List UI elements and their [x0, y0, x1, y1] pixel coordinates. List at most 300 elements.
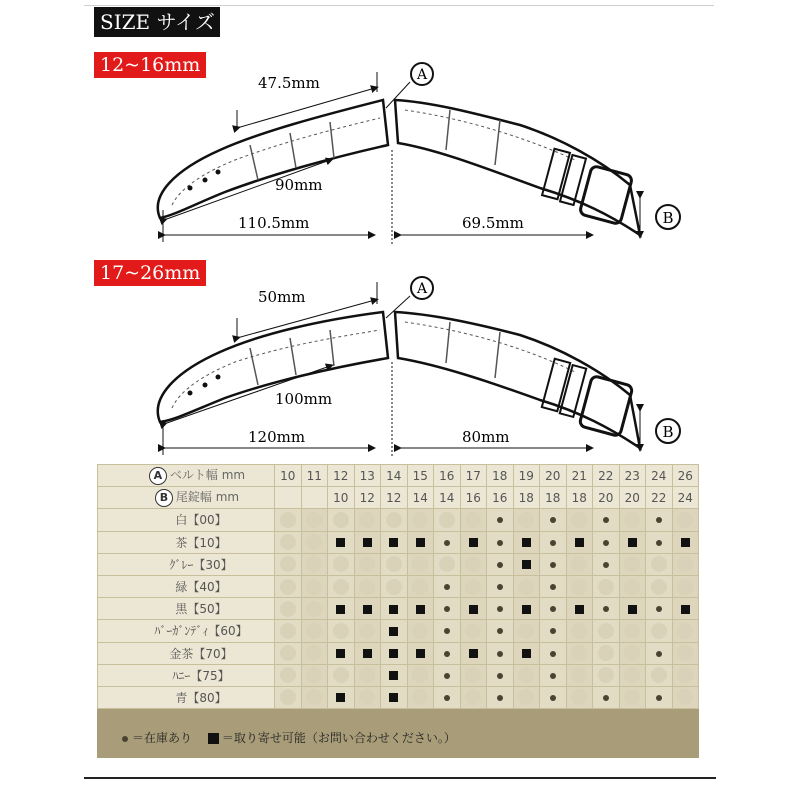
availability-cell	[646, 642, 673, 664]
availability-cell	[487, 686, 514, 708]
empty-circle-icon	[571, 689, 587, 705]
belt-width-row-value: 22	[593, 465, 620, 487]
in-stock-dot-icon	[444, 651, 450, 657]
marker-b-small-icon	[656, 205, 680, 229]
buckle-width-row-value: 10	[328, 487, 355, 509]
availability-cell	[646, 620, 673, 642]
availability-cell	[434, 509, 461, 531]
availability-cell	[487, 664, 514, 686]
empty-circle-icon	[465, 512, 481, 528]
in-stock-dot-icon	[497, 651, 503, 657]
empty-circle-icon	[306, 623, 322, 639]
empty-circle-icon	[598, 579, 614, 595]
availability-cell	[593, 686, 620, 708]
empty-circle-icon	[571, 667, 587, 683]
empty-circle-icon	[280, 556, 296, 572]
availability-cell	[487, 509, 514, 531]
in-stock-dot-icon	[550, 540, 556, 546]
empty-circle-icon	[518, 623, 534, 639]
marker-b-large-icon	[656, 419, 680, 443]
empty-circle-icon	[677, 623, 693, 639]
order-square-icon	[469, 605, 478, 614]
order-square-icon	[336, 649, 345, 658]
availability-cell	[619, 531, 646, 553]
availability-cell	[328, 531, 355, 553]
belt-width-row-value: 19	[513, 465, 540, 487]
empty-circle-icon	[598, 623, 614, 639]
legend-order: ＝取り寄せ可能（お問い合わせください。）	[221, 731, 456, 745]
availability-cell	[354, 598, 381, 620]
availability-cell	[646, 686, 673, 708]
availability-cell	[672, 686, 699, 708]
empty-circle-icon	[677, 512, 693, 528]
empty-circle-icon	[465, 579, 481, 595]
availability-cell	[301, 531, 328, 553]
in-stock-dot-icon	[656, 695, 662, 701]
empty-circle-icon	[677, 667, 693, 683]
availability-cell	[593, 664, 620, 686]
belt-width-row-value: 24	[646, 465, 673, 487]
in-stock-dot-icon	[497, 540, 503, 546]
availability-cell	[434, 664, 461, 686]
order-square-icon	[389, 693, 398, 702]
marker-a-small-icon	[411, 63, 433, 85]
color-row	[98, 509, 699, 531]
empty-circle-icon	[280, 667, 296, 683]
legend-in-stock: ＝在庫あり	[132, 731, 193, 745]
empty-circle-icon	[677, 689, 693, 705]
in-stock-dot-icon	[497, 695, 503, 701]
availability-cell	[301, 509, 328, 531]
color-row	[98, 598, 699, 620]
availability-table	[97, 464, 699, 758]
availability-cell	[407, 598, 434, 620]
availability-cell	[460, 553, 487, 575]
availability-cell	[275, 664, 302, 686]
availability-cell	[513, 531, 540, 553]
availability-cell	[513, 509, 540, 531]
availability-cell	[354, 531, 381, 553]
availability-cell	[275, 642, 302, 664]
empty-circle-icon	[359, 689, 375, 705]
availability-cell	[513, 598, 540, 620]
order-square-icon	[336, 538, 345, 547]
empty-circle-icon	[280, 512, 296, 528]
availability-cell	[619, 598, 646, 620]
availability-cell	[540, 531, 567, 553]
availability-cell	[593, 575, 620, 597]
availability-cell	[487, 620, 514, 642]
order-square-icon	[336, 605, 345, 614]
availability-cell	[646, 598, 673, 620]
order-square-icon	[522, 538, 531, 547]
availability-cell	[487, 642, 514, 664]
empty-circle-icon	[518, 579, 534, 595]
in-stock-dot-icon	[550, 584, 556, 590]
in-stock-dot-icon	[603, 562, 609, 568]
availability-cell	[328, 509, 355, 531]
buckle-width-row-value: 16	[487, 487, 514, 509]
availability-cell	[646, 664, 673, 686]
availability-cell	[434, 642, 461, 664]
buckle-width-row-value	[275, 487, 302, 509]
availability-cell	[381, 686, 408, 708]
order-square-icon	[336, 693, 345, 702]
empty-circle-icon	[651, 556, 667, 572]
empty-circle-icon	[306, 601, 322, 617]
availability-cell	[513, 575, 540, 597]
color-label: 金茶【70】	[98, 642, 275, 664]
belt-width-row-value: 23	[619, 465, 646, 487]
empty-circle-icon	[359, 512, 375, 528]
empty-circle-icon	[412, 667, 428, 683]
color-label: 茶【10】	[98, 531, 275, 553]
color-row	[98, 553, 699, 575]
empty-circle-icon	[280, 689, 296, 705]
size-header: SIZE サイズ	[94, 7, 220, 37]
empty-circle-icon	[359, 579, 375, 595]
in-stock-dot-icon	[550, 673, 556, 679]
availability-cell	[619, 620, 646, 642]
availability-cell	[381, 642, 408, 664]
belt-width-row-value: 13	[354, 465, 381, 487]
availability-cell	[407, 575, 434, 597]
availability-cell	[540, 575, 567, 597]
availability-cell	[381, 664, 408, 686]
availability-cell	[540, 686, 567, 708]
in-stock-dot-icon	[550, 606, 556, 612]
availability-cell	[407, 620, 434, 642]
svg-text:B: B	[662, 209, 674, 227]
order-square-icon	[416, 605, 425, 614]
empty-circle-icon	[624, 556, 640, 572]
order-square-icon	[575, 538, 584, 547]
in-stock-dot-icon	[497, 606, 503, 612]
availability-cell	[646, 575, 673, 597]
availability-cell	[513, 620, 540, 642]
in-stock-dot-icon	[656, 540, 662, 546]
availability-cell	[593, 620, 620, 642]
availability-cell	[646, 509, 673, 531]
order-square-icon	[522, 605, 531, 614]
in-stock-dot-icon	[444, 673, 450, 679]
empty-circle-icon	[306, 534, 322, 550]
order-square-icon	[363, 605, 372, 614]
availability-cell	[566, 686, 593, 708]
availability-cell	[619, 575, 646, 597]
belt-width-row-value: 18	[487, 465, 514, 487]
color-label: 黒【50】	[98, 598, 275, 620]
legend	[122, 729, 456, 746]
availability-cell	[434, 598, 461, 620]
availability-cell	[328, 575, 355, 597]
in-stock-dot-icon	[603, 540, 609, 546]
availability-cell	[407, 664, 434, 686]
belt-width-row-value: 10	[275, 465, 302, 487]
availability-cell	[354, 575, 381, 597]
belt-width-row	[98, 465, 699, 487]
buckle-width-row-label-text: 尾錠幅 mm	[175, 490, 240, 505]
availability-cell	[434, 620, 461, 642]
empty-circle-icon	[465, 689, 481, 705]
empty-circle-icon	[412, 556, 428, 572]
availability-cell	[593, 553, 620, 575]
order-square-icon	[628, 605, 637, 614]
empty-circle-icon	[280, 623, 296, 639]
availability-cell	[619, 509, 646, 531]
availability-cell	[301, 664, 328, 686]
availability-cell	[381, 509, 408, 531]
in-stock-dot-icon	[550, 562, 556, 568]
order-square-icon	[389, 649, 398, 658]
strap-diagram-large	[158, 282, 640, 458]
in-stock-dot-icon	[444, 540, 450, 546]
availability-cell	[381, 553, 408, 575]
belt-width-row-value: 17	[460, 465, 487, 487]
availability-cell	[540, 509, 567, 531]
order-square-icon	[416, 649, 425, 658]
in-stock-dot-icon	[603, 517, 609, 523]
color-label: 白【00】	[98, 509, 275, 531]
empty-circle-icon	[386, 512, 402, 528]
availability-cell	[275, 620, 302, 642]
order-square-icon	[389, 538, 398, 547]
availability-cell	[593, 531, 620, 553]
empty-circle-icon	[677, 556, 693, 572]
buckle-width-row	[98, 487, 699, 509]
in-stock-dot-icon	[497, 628, 503, 634]
availability-cell	[407, 686, 434, 708]
in-stock-dot-icon	[603, 606, 609, 612]
empty-circle-icon	[306, 689, 322, 705]
buckle-width-row-value: 18	[540, 487, 567, 509]
empty-circle-icon	[280, 645, 296, 661]
order-square-icon	[522, 560, 531, 569]
empty-circle-icon	[651, 667, 667, 683]
color-row	[98, 575, 699, 597]
empty-circle-icon	[333, 512, 349, 528]
availability-cell	[566, 575, 593, 597]
empty-circle-icon	[624, 579, 640, 595]
availability-cell	[381, 531, 408, 553]
availability-cell	[381, 620, 408, 642]
belt-width-row-marker-icon: A	[149, 467, 167, 485]
empty-circle-icon	[465, 667, 481, 683]
order-square-icon	[389, 671, 398, 680]
availability-cell	[354, 686, 381, 708]
availability-cell	[301, 575, 328, 597]
availability-cell	[328, 664, 355, 686]
availability-cell	[566, 642, 593, 664]
empty-circle-icon	[412, 512, 428, 528]
availability-cell	[434, 575, 461, 597]
availability-cell	[619, 642, 646, 664]
order-square-icon	[681, 538, 690, 547]
availability-cell	[646, 531, 673, 553]
availability-cell	[566, 509, 593, 531]
availability-cell	[540, 642, 567, 664]
availability-cell	[646, 553, 673, 575]
empty-circle-icon	[624, 623, 640, 639]
empty-circle-icon	[306, 556, 322, 572]
order-square-icon	[575, 605, 584, 614]
availability-cell	[487, 531, 514, 553]
availability-cell	[460, 575, 487, 597]
empty-circle-icon	[518, 667, 534, 683]
in-stock-dot-icon	[497, 584, 503, 590]
availability-grid	[97, 464, 699, 709]
empty-circle-icon	[439, 556, 455, 572]
in-stock-dot-icon	[444, 584, 450, 590]
availability-cell	[540, 664, 567, 686]
empty-circle-icon	[306, 579, 322, 595]
range-tag-large: 17~26mm	[94, 260, 206, 286]
belt-width-row-value: 12	[328, 465, 355, 487]
availability-cell	[513, 664, 540, 686]
empty-circle-icon	[306, 667, 322, 683]
availability-cell	[328, 686, 355, 708]
color-row	[98, 620, 699, 642]
belt-width-row-value: 15	[407, 465, 434, 487]
strap-diagram-small	[158, 72, 640, 245]
availability-cell	[354, 642, 381, 664]
empty-circle-icon	[412, 689, 428, 705]
belt-width-row-value: 26	[672, 465, 699, 487]
empty-circle-icon	[359, 556, 375, 572]
order-square-icon	[681, 605, 690, 614]
availability-cell	[301, 686, 328, 708]
order-square-icon	[469, 538, 478, 547]
empty-circle-icon	[333, 556, 349, 572]
availability-cell	[275, 531, 302, 553]
in-stock-dot-icon	[122, 736, 128, 742]
empty-circle-icon	[280, 534, 296, 550]
availability-cell	[354, 509, 381, 531]
empty-circle-icon	[677, 579, 693, 595]
availability-cell	[354, 620, 381, 642]
empty-circle-icon	[571, 512, 587, 528]
empty-circle-icon	[651, 579, 667, 595]
empty-circle-icon	[359, 623, 375, 639]
svg-text:B: B	[662, 423, 674, 441]
availability-cell	[487, 553, 514, 575]
empty-circle-icon	[624, 667, 640, 683]
availability-cell	[566, 598, 593, 620]
availability-cell	[328, 598, 355, 620]
belt-width-row-label	[98, 465, 275, 487]
order-square-icon	[208, 733, 219, 744]
svg-text:A: A	[416, 67, 428, 83]
buckle-width-row-value: 16	[460, 487, 487, 509]
order-square-icon	[628, 538, 637, 547]
availability-cell	[460, 686, 487, 708]
belt-width-row-label-text: ベルト幅 mm	[169, 468, 246, 483]
availability-cell	[513, 553, 540, 575]
buckle-width-row-marker-icon: B	[155, 489, 173, 507]
empty-circle-icon	[280, 579, 296, 595]
availability-cell	[460, 642, 487, 664]
availability-cell	[619, 686, 646, 708]
availability-cell	[540, 553, 567, 575]
availability-cell	[593, 598, 620, 620]
empty-circle-icon	[651, 623, 667, 639]
color-row	[98, 531, 699, 553]
availability-cell	[354, 664, 381, 686]
in-stock-dot-icon	[550, 651, 556, 657]
availability-cell	[566, 553, 593, 575]
availability-cell	[487, 598, 514, 620]
in-stock-dot-icon	[656, 606, 662, 612]
empty-circle-icon	[333, 623, 349, 639]
availability-cell	[460, 598, 487, 620]
availability-cell	[672, 553, 699, 575]
empty-circle-icon	[439, 512, 455, 528]
in-stock-dot-icon	[550, 517, 556, 523]
availability-cell	[672, 531, 699, 553]
availability-cell	[407, 642, 434, 664]
in-stock-dot-icon	[550, 695, 556, 701]
empty-circle-icon	[624, 689, 640, 705]
color-row	[98, 686, 699, 708]
availability-cell	[275, 509, 302, 531]
order-square-icon	[363, 649, 372, 658]
dim-large-d2: 100mm	[275, 390, 333, 408]
availability-cell	[301, 598, 328, 620]
dim-small-d3: 110.5mm	[238, 214, 310, 232]
availability-cell	[301, 620, 328, 642]
availability-cell	[513, 642, 540, 664]
availability-cell	[513, 686, 540, 708]
availability-cell	[301, 553, 328, 575]
buckle-width-row-value: 22	[646, 487, 673, 509]
in-stock-dot-icon	[444, 606, 450, 612]
empty-circle-icon	[280, 601, 296, 617]
availability-cell	[407, 531, 434, 553]
empty-circle-icon	[598, 645, 614, 661]
empty-circle-icon	[386, 579, 402, 595]
empty-circle-icon	[571, 556, 587, 572]
availability-cell	[354, 553, 381, 575]
in-stock-dot-icon	[656, 651, 662, 657]
dim-large-d1: 50mm	[258, 288, 306, 306]
buckle-width-row-value: 20	[593, 487, 620, 509]
availability-cell	[407, 553, 434, 575]
color-label: ｸﾞﾚｰ【30】	[98, 553, 275, 575]
availability-cell	[328, 620, 355, 642]
belt-width-row-value: 16	[434, 465, 461, 487]
belt-width-row-value: 14	[381, 465, 408, 487]
availability-cell	[672, 620, 699, 642]
availability-cell	[593, 509, 620, 531]
availability-cell	[566, 531, 593, 553]
availability-cell	[593, 642, 620, 664]
in-stock-dot-icon	[497, 673, 503, 679]
availability-cell	[328, 642, 355, 664]
bottom-divider	[84, 777, 716, 779]
in-stock-dot-icon	[550, 628, 556, 634]
empty-circle-icon	[518, 689, 534, 705]
dim-small-d4: 69.5mm	[462, 214, 524, 232]
availability-cell	[619, 553, 646, 575]
in-stock-dot-icon	[497, 517, 503, 523]
order-square-icon	[469, 649, 478, 658]
buckle-width-row-value: 14	[407, 487, 434, 509]
color-row	[98, 664, 699, 686]
availability-cell	[460, 620, 487, 642]
availability-cell	[434, 553, 461, 575]
in-stock-dot-icon	[603, 695, 609, 701]
availability-cell	[672, 664, 699, 686]
